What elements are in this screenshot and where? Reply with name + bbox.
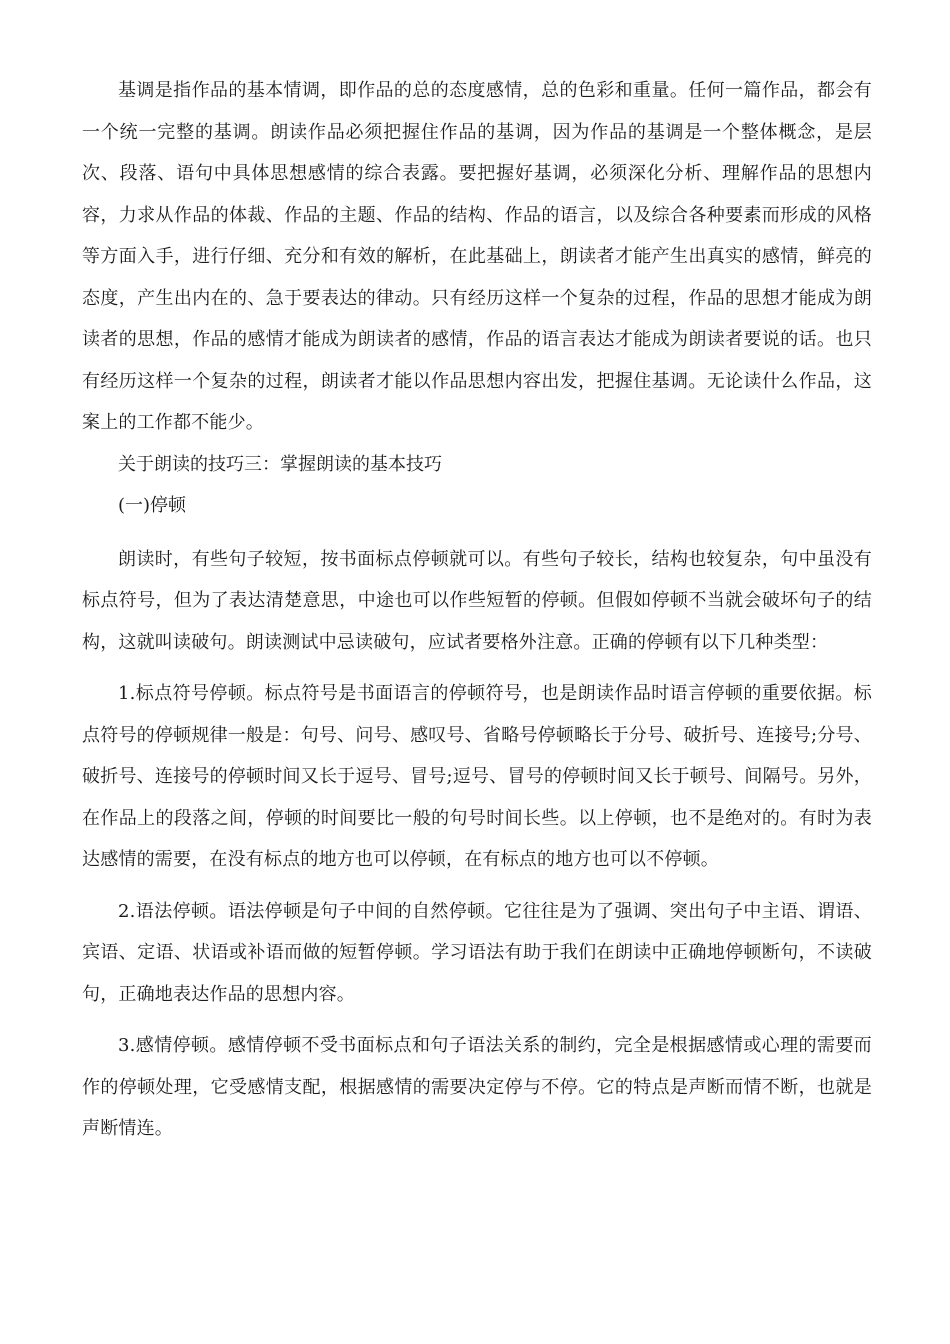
document-body: [82, 70, 872, 1150]
body-paragraph: 3.感情停顿。感情停顿不受书面标点和句子语法关系的制约，完全是根据感情或心理的需要而作的停顿处理，它受感情支配，根据感情的需要决定停与不停。它的特点是声断而情不断，也就是声断情连。: [82, 1035, 872, 1139]
body-paragraph: 朗读时，有些句子较短，按书面标点停顿就可以。有些句子较长，结构也较复杂，句中虽没有标点符号，但为了表达清楚意思，中途也可以作些短暂的停顿。但假如停顿不当就会破坏句子的结构，这就叫读破句。朗读测试中忌读破句，应试者要格外注意。正确的停顿有以下几种类型：: [82, 548, 872, 653]
section-heading: 关于朗读的技巧三：掌握朗读的基本技巧: [118, 453, 442, 475]
subsection-heading: (一)停顿: [118, 495, 187, 516]
body-paragraph: 2.语法停顿。语法停顿是句子中间的自然停顿。它往往是为了强调、突出句子中主语、谓语、宾语、定语、状语或补语而做的短暂停顿。学习语法有助于我们在朗读中正确地停顿断句，不读破句，正确地表达作品的思想内容。: [82, 900, 872, 1005]
intro-paragraph: 基调是指作品的基本情调，即作品的总的态度感情，总的色彩和重量。任何一篇作品，都会有一个统一完整的基调。朗读作品必须把握住作品的基调，因为作品的基调是一个整体概念，是层次、段落、语句中具体思想感情的综合表露。要把握好基调，必须深化分析、理解作品的思想内容，力求从作品的体裁、作品的主题、作品的结构、作品的语言，以及综合各种要素而形成的风格等方面入手，进行仔细、充分和有效的解析，在此基础上，朗读者才能产生出真实的感情，鲜亮的态度，产生出内在的、急于要表达的律动。只有经历这样一个复杂的过程，作品的思想才能成为朗读者的思想，作品的感情才能成为朗读者的感情，作品的语言表达才能成为朗读者要说的话。也只有经历这样一个复杂的过程，朗读者才能以作品思想内容出发，把握住基调。无论读什么作品，这案上的工作都不能少。: [82, 80, 872, 433]
body-paragraph: 1.标点符号停顿。标点符号是书面语言的停顿符号，也是朗读作品时语言停顿的重要依据。标点符号的停顿规律一般是：句号、问号、感叹号、省略号停顿略长于分号、破折号、连接号;分号、破折号、连接号的停顿时间又长于逗号、冒号;逗号、冒号的停顿时间又长于顿号、间隔号。另外，在作品上的段落之间，停顿的时间要比一般的句号时间长些。以上停顿，也不是绝对的。有时为表达感情的需要，在没有标点的地方也可以停顿，在有标点的地方也可以不停顿。: [82, 683, 872, 870]
